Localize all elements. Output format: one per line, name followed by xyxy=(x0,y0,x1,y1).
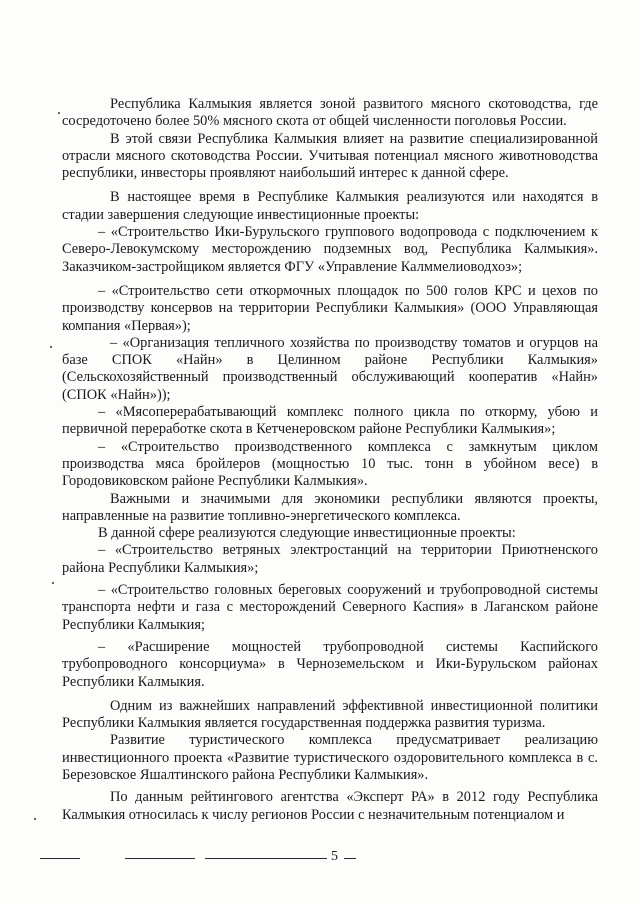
scan-speck xyxy=(50,346,52,348)
body-text xyxy=(62,96,598,824)
list-item: – «Строительство сети откормочных площадок по 500 голов КРС и цехов по производству консервов на территории Республики Калмыкия» (ООО Управляющая компания «Первая»); xyxy=(62,282,598,334)
scan-speck xyxy=(34,818,36,820)
paragraph: В настоящее время в Республике Калмыкия реализуются или находятся в стадии завершения следующие инвестиционные проекты: xyxy=(62,189,598,223)
list-item: – «Строительство производственного комплекса с замкнутым циклом производства мяса бройлеров (мощностью 10 тыс. тонн в убойном весе) в Городовиковском районе Республики Калмыкия». xyxy=(62,438,598,490)
scan-speck xyxy=(58,112,60,114)
footer-rule xyxy=(40,858,80,859)
page-footer xyxy=(0,848,640,868)
footer-rule xyxy=(344,858,356,859)
paragraph: Развитие туристического комплекса предусматривает реализацию инвестиционного проекта «Развитие туристического оздоровительного комплекса в с. Березовское Яшалтинского района Республики Калмыкия». xyxy=(62,732,598,783)
list-item: – «Расширение мощностей трубопроводной системы Каспийского трубопроводного консорциума» в Черноземельском и Ики-Бурульском районах Республики Калмыкия. xyxy=(62,638,598,690)
paragraph: Республика Калмыкия является зоной развитого мясного скотоводства, где сосредоточено более 50% мясного скота от общей численности поголовья России. xyxy=(62,96,598,130)
paragraph: Важными и значимыми для экономики республики являются проекты, направленные на развитие топливно-энергетического комплекса. xyxy=(62,490,598,524)
page-number: 5 xyxy=(331,849,338,864)
footer-rule xyxy=(205,858,327,859)
scan-speck xyxy=(52,582,54,584)
list-item: – «Строительство головных береговых сооружений и трубопроводной системы транспорта нефти и газа с месторождений Северного Каспия» в Лаганском районе Республики Калмыкия; xyxy=(62,582,598,633)
paragraph: В данной сфере реализуются следующие инвестиционные проекты: xyxy=(98,525,516,542)
list-item: – «Мясоперерабатывающий комплекс полного цикла по откорму, убою и первичной переработке скота в Кетченеровском районе Республики Калмыкия»; xyxy=(62,404,598,438)
paragraph: По данным рейтингового агентства «Эксперт РА» в 2012 году Республика Калмыкия относилась к числу регионов России с незначительным потенциалом и xyxy=(62,789,598,823)
paragraph: Одним из важнейших направлений эффективной инвестиционной политики Республики Калмыкия является государственная поддержка развития туризма. xyxy=(62,697,598,732)
list-item: – «Организация тепличного хозяйства по производству томатов и огурцов на базе СПОК «Найн» в Целинном районе Республики Калмыкия» (Сельскохозяйственный производственный обслуживающий кооператив «Найн» (СПОК «Найн»)); xyxy=(62,334,598,403)
footer-rule xyxy=(125,858,195,859)
paragraph: В этой связи Республика Калмыкия влияет на развитие специализированной отрасли мясного скотоводства России. Учитывая потенциал мясного животноводства республики, инвесторы проявляют наибольший интерес к данной сфере. xyxy=(62,130,598,182)
list-item: – «Строительство ветряных электростанций на территории Приютненского района Республики Калмыкия»; xyxy=(62,542,598,576)
list-item: – «Строительство Ики-Бурульского группового водопровода с подключением к Северо-Левокумскому месторождению подземных вод, Республика Калмыкия». Заказчиком-застройщиком является ФГУ «Управление Калммелиоводхоз»; xyxy=(62,224,598,275)
